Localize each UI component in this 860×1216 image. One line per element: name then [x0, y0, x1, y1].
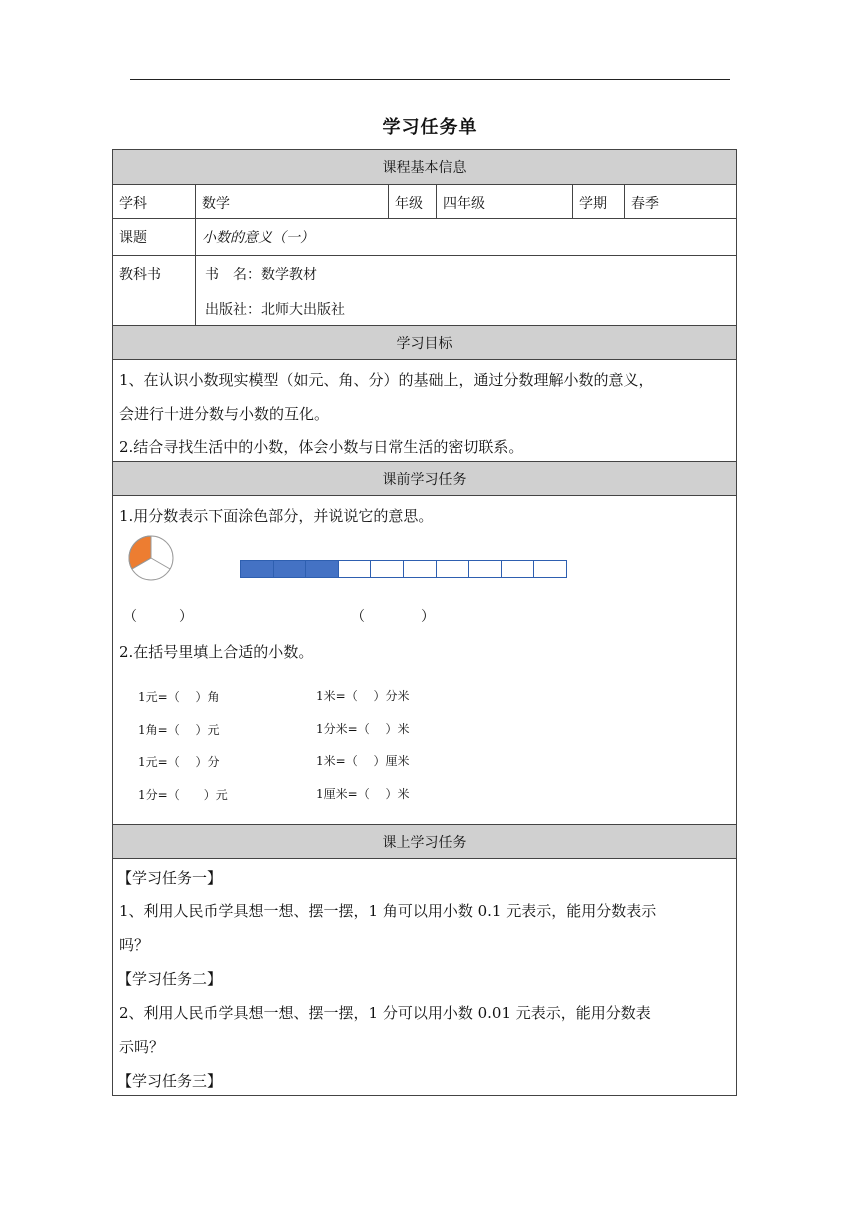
conversion-right-3: 1米=（ ）厘米: [316, 754, 410, 768]
strip-segment-shaded: [240, 560, 274, 578]
document-title: 学习任务单: [382, 117, 478, 138]
textbook-row: [113, 256, 736, 326]
pre-question-2: 2.在括号里填上合适的小数。: [119, 643, 314, 661]
goals-header: 学习目标: [113, 326, 736, 360]
basic-info-header: 课程基本信息: [113, 150, 736, 185]
strip-segment: [436, 560, 470, 578]
in-class-body: [113, 859, 736, 1095]
topic-value: 小数的意义（一）: [202, 230, 314, 246]
strip-segment: [501, 560, 535, 578]
strip-segment-shaded: [305, 560, 339, 578]
strip-segment-shaded: [273, 560, 307, 578]
task-sheet-table: [112, 149, 737, 1096]
top-rule: [130, 79, 730, 80]
textbook-publisher: 出版社：北师大出版社: [205, 302, 345, 318]
strip-segment: [468, 560, 502, 578]
goals-body: [113, 360, 736, 462]
blank-left: （ ）: [123, 609, 193, 625]
goal-line-3: 2.结合寻找生活中的小数，体会小数与日常生活的密切联系。: [119, 438, 524, 456]
task-2-title: 【学习任务二】: [117, 970, 223, 988]
pre-class-body: [113, 496, 736, 825]
textbook-label: 教科书: [113, 256, 196, 325]
subject-row: [113, 185, 736, 219]
fraction-strip: [241, 560, 567, 578]
topic-row: [113, 219, 736, 256]
subject-value: 数学: [196, 185, 389, 218]
subject-label: 学科: [113, 185, 196, 218]
conversion-left-4: 1分=（ ）元: [138, 788, 228, 802]
conversion-left-1: 1元=（ ）角: [138, 690, 220, 704]
textbook-info: [196, 256, 738, 325]
pre-question-1: 1.用分数表示下面涂色部分，并说说它的意思。: [119, 507, 434, 525]
conversion-left-3: 1元=（ ）分: [138, 755, 220, 769]
pre-class-header: 课前学习任务: [113, 462, 736, 496]
strip-segment: [533, 560, 567, 578]
strip-segment: [370, 560, 404, 578]
in-class-header: 课上学习任务: [113, 825, 736, 859]
blank-right: （ ）: [351, 609, 435, 625]
task-2-line-1: 2、利用人民币学具想一想、摆一摆，1 分可以用小数 0.01 元表示，能用分数表: [119, 1004, 651, 1022]
task-3-title: 【学习任务三】: [117, 1072, 223, 1090]
strip-segment: [338, 560, 372, 578]
grade-label: 年级: [389, 185, 437, 218]
conversion-right-2: 1分米=（ ）米: [316, 722, 410, 736]
strip-segment: [403, 560, 437, 578]
textbook-name: 书 名：数学教材: [205, 267, 317, 283]
term-label: 学期: [573, 185, 625, 218]
conversion-right-4: 1厘米=（ ）米: [316, 787, 410, 801]
conversion-left-2: 1角=（ ）元: [138, 723, 220, 737]
grade-value: 四年级: [437, 185, 573, 218]
pie-divider-line: [151, 558, 170, 569]
conversion-right-1: 1米=（ ）分米: [316, 689, 410, 703]
term-value: 春季: [631, 196, 659, 212]
goal-line-2: 会进行十进分数与小数的互化。: [119, 405, 330, 423]
pie-figure: [127, 534, 175, 582]
goal-line-1: 1、在认识小数现实模型（如元、角、分）的基础上，通过分数理解小数的意义，: [119, 371, 654, 389]
topic-label: 课题: [113, 219, 196, 255]
task-1-title: 【学习任务一】: [117, 869, 223, 887]
task-1-line-2: 吗？: [119, 936, 150, 954]
task-1-line-1: 1、利用人民币学具想一想、摆一摆，1 角可以用小数 0.1 元表示，能用分数表示: [119, 902, 657, 920]
task-2-line-2: 示吗？: [119, 1038, 165, 1056]
